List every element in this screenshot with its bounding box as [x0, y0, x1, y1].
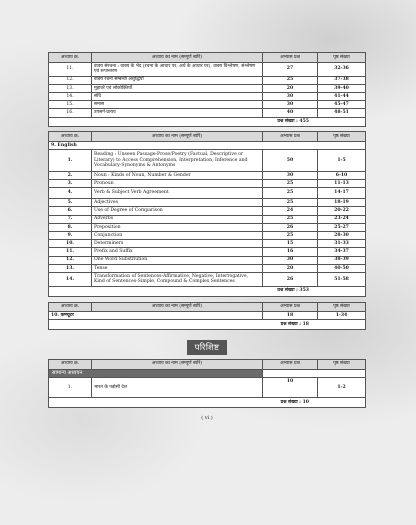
row-chapter-name: Conjunction [92, 232, 263, 240]
row-chapter-no: 14. [49, 92, 92, 100]
row-page-range: 39-40 [318, 84, 366, 92]
row-chapter-no: 11. [49, 62, 92, 76]
row-chapter-name: Tense [92, 264, 263, 272]
contents-sheet [48, 52, 366, 421]
row-page-range: 31-33 [318, 240, 366, 248]
row-question-count: 20 [263, 84, 318, 92]
row-chapter-name: Adverbs [92, 215, 263, 223]
table-row [49, 215, 366, 223]
table-row [49, 171, 366, 179]
header-chapter-name: अध्याय का नाम (सम्पूर्ण ब्योरे) [92, 302, 263, 312]
row-chapter-no: 9. [49, 232, 92, 240]
general-studies-table [48, 359, 366, 408]
header-chapter-no: अध्याय क्र. [49, 302, 92, 312]
appendix-heading [48, 335, 366, 355]
table-row [49, 180, 366, 188]
header-page-numbers: पृष्ठ संख्या [318, 359, 366, 369]
computer-contents-table [48, 302, 366, 330]
row-page-range: 1-5 [318, 149, 366, 171]
header-chapter-name: अध्याय का नाम (सम्पूर्ण ब्योरे) [92, 359, 263, 369]
row-chapter-no: 6. [49, 207, 92, 215]
row-page-range: 18-19 [318, 199, 366, 207]
row-page-range: 32-36 [318, 62, 366, 76]
table-row [49, 272, 366, 286]
table-header-row [49, 359, 366, 369]
row-chapter-name: Verb & Subject Verb Agreement [92, 188, 263, 199]
table-row [49, 264, 366, 272]
section-band-row [49, 369, 366, 378]
row-page-range: 28-30 [318, 232, 366, 240]
row-chapter-name: भारत के पड़ोसी देश [92, 378, 263, 398]
total-row [49, 117, 366, 127]
table-row [49, 101, 366, 109]
appendix-title: परिशिष्ट [187, 340, 228, 355]
row-page-range: 37-38 [318, 76, 366, 84]
row-question-count: 25 [263, 199, 318, 207]
row-chapter-name: समास [92, 101, 263, 109]
row-page-range: 14-17 [318, 188, 366, 199]
table-row [49, 312, 366, 320]
table-row [49, 378, 366, 398]
row-question-count: 26 [263, 223, 318, 231]
row-question-count: 25 [263, 188, 318, 199]
header-practice-questions: अभ्यास प्रश्न [263, 132, 318, 142]
english-total-questions: प्रश्न संख्या : 353 [49, 286, 366, 296]
row-chapter-name: One Word Substitution [92, 256, 263, 264]
row-question-count: 30 [263, 171, 318, 179]
row-chapter-no: 16. [49, 109, 92, 117]
row-chapter-no: 12. [49, 76, 92, 84]
row-chapter-no: 13. [49, 84, 92, 92]
table-row [49, 62, 366, 76]
row-page-range: 40-50 [318, 264, 366, 272]
table-row [49, 256, 366, 264]
computer-subject-title: 10. कम्प्यूटर [49, 312, 263, 320]
row-chapter-name: Transformation of Sentences-Affirmative, Negative, Interrogative, Kind of Sentences-Simple, Compound & Complex Sentences [92, 272, 263, 286]
row-question-count: 50 [263, 149, 318, 171]
general-studies-title: सामान्य अध्ययन [49, 369, 263, 378]
header-chapter-no: अध्याय क्र. [49, 53, 92, 63]
row-chapter-no: 14. [49, 272, 92, 286]
row-question-count: 27 [263, 62, 318, 76]
row-chapter-name: Pronoun [92, 180, 263, 188]
total-row [49, 398, 366, 408]
subject-title-row [49, 141, 366, 149]
row-chapter-no: 12. [49, 256, 92, 264]
row-chapter-name: Use of Degree of Comparison [92, 207, 263, 215]
row-chapter-name: Reading : Unseen Passage-Prose/Poetry (Factual, Descriptive or Literary) to Access Comprehension, Interpretation, Inference and Vocabulary-Synonyms & Antonyms [92, 149, 263, 171]
row-question-count: 30 [263, 101, 318, 109]
row-chapter-name: Preposition [92, 223, 263, 231]
row-page-range: 48-51 [318, 109, 366, 117]
row-chapter-name: संधि [92, 92, 263, 100]
english-contents-table [48, 131, 366, 296]
row-chapter-name: Noun : Kinds of Noun, Number & Gender [92, 171, 263, 179]
row-page-range: 25-27 [318, 223, 366, 231]
row-page-range: 45-47 [318, 101, 366, 109]
row-chapter-no: 10. [49, 240, 92, 248]
row-page-range: 1-34 [318, 312, 366, 320]
general-total-questions: प्रश्न संख्या : 10 [49, 398, 366, 408]
table-header-row [49, 53, 366, 63]
header-page-numbers: पृष्ठ संख्या [318, 53, 366, 63]
row-chapter-name: Prefix and Suffix [92, 248, 263, 256]
header-chapter-no: अध्याय क्र. [49, 132, 92, 142]
row-question-count: 18 [263, 312, 318, 320]
row-question-count: 30 [263, 256, 318, 264]
row-chapter-name: मुहावरे एवं लोकोक्तियाँ [92, 84, 263, 92]
table-row [49, 207, 366, 215]
row-page-range: 41-44 [318, 92, 366, 100]
row-question-count: 26 [263, 272, 318, 286]
table-row [49, 92, 366, 100]
row-question-count: 20 [263, 264, 318, 272]
header-practice-questions: अभ्यास प्रश्न [263, 359, 318, 369]
total-row [49, 320, 366, 330]
row-page-range: 20-22 [318, 207, 366, 215]
hindi-total-questions: प्रश्न संख्या : 455 [49, 117, 366, 127]
hindi-contents-table [48, 52, 366, 127]
row-page-range: 6-10 [318, 171, 366, 179]
row-chapter-no: 7. [49, 215, 92, 223]
row-chapter-no: 5. [49, 199, 92, 207]
row-chapter-no: 11. [49, 248, 92, 256]
row-chapter-no: 3. [49, 180, 92, 188]
table-row [49, 188, 366, 199]
row-question-count: 16 [263, 248, 318, 256]
table-row [49, 84, 366, 92]
table-row [49, 149, 366, 171]
total-row [49, 286, 366, 296]
row-question-count: 10 [263, 378, 318, 398]
row-chapter-name: वाक्य संरचना : वाक्य के भेद (रचना के आधार पर, अर्थ के आधार पर), वाक्य विश्लेषण, संश्लेषण एवं रूपान्तरण [92, 62, 263, 76]
header-chapter-no: अध्याय क्र. [49, 359, 92, 369]
table-row [49, 109, 366, 117]
row-chapter-no: 1. [49, 378, 92, 398]
row-question-count: 25 [263, 76, 318, 84]
header-chapter-name: अध्याय का नाम (सम्पूर्ण ब्योरे) [92, 132, 263, 142]
computer-total-questions: प्रश्न संख्या : 18 [49, 320, 366, 330]
row-chapter-no: 15. [49, 101, 92, 109]
row-chapter-no: 13. [49, 264, 92, 272]
table-row [49, 76, 366, 84]
header-page-numbers: पृष्ठ संख्या [318, 132, 366, 142]
row-page-range: 11-13 [318, 180, 366, 188]
row-chapter-no: 2. [49, 171, 92, 179]
header-practice-questions: अभ्यास प्रश्न [263, 53, 318, 63]
row-chapter-name: Adjectives [92, 199, 263, 207]
row-question-count: 25 [263, 180, 318, 188]
row-question-count: 24 [263, 207, 318, 215]
row-chapter-name: Determiners [92, 240, 263, 248]
table-header-row [49, 302, 366, 312]
row-chapter-no: 1. [49, 149, 92, 171]
row-page-range: 1-2 [318, 378, 366, 398]
header-page-numbers: पृष्ठ संख्या [318, 302, 366, 312]
row-question-count: 30 [263, 92, 318, 100]
row-question-count: 15 [263, 240, 318, 248]
row-chapter-name: उपसर्ग-प्रत्यय [92, 109, 263, 117]
row-question-count: 25 [263, 232, 318, 240]
header-practice-questions: अभ्यास प्रश्न [263, 302, 318, 312]
table-header-row [49, 132, 366, 142]
row-chapter-name: वाक्य रचना सम्बन्धी अशुद्धियाँ [92, 76, 263, 84]
english-subject-title: 9. English [49, 141, 366, 149]
table-row [49, 199, 366, 207]
row-page-range: 38-39 [318, 256, 366, 264]
header-chapter-name: अध्याय का नाम (सम्पूर्ण ब्योरे) [92, 53, 263, 63]
row-question-count: 25 [263, 215, 318, 223]
row-page-range: 51-58 [318, 272, 366, 286]
row-page-range: 34-37 [318, 248, 366, 256]
page-number: ( vi ) [201, 414, 213, 421]
table-row [49, 232, 366, 240]
table-row [49, 223, 366, 231]
section-band-blank [263, 369, 366, 378]
row-question-count: 40 [263, 109, 318, 117]
row-chapter-no: 4. [49, 188, 92, 199]
table-row [49, 240, 366, 248]
table-row [49, 248, 366, 256]
row-page-range: 23-24 [318, 215, 366, 223]
row-chapter-no: 8. [49, 223, 92, 231]
